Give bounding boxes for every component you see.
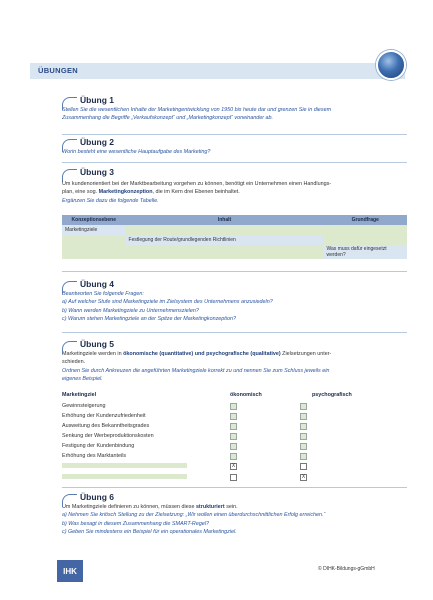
list-item: Ausweitung des Bekanntheitsgrades [62, 423, 150, 429]
copyright-text: © DIHK-Bildungs-gGmbH [318, 566, 375, 572]
checkbox-psychographic[interactable] [300, 453, 307, 460]
exercise-4-title: Übung 4 [62, 278, 407, 290]
checkbox-psychographic-marked[interactable]: X [301, 474, 306, 480]
target-assignment-table: Marketingziel ökonomisch psychografisch Gewinnsteigerung Erhöhung der Kundenzufriedenheit Ausweitung des Bekanntheitsgrades Senkung der Werbeproduktionskosten Festigung der Kundenbindung Erhöhung des Marktanteils X X [62, 392, 352, 480]
exercise-6-text: Um Marketingziele definieren zu können, müssen diese strukturiert sein. a) Nehmen Sie kritisch Stellung zu der Zielsetzung: „Wir wollen einen überdurchschnittlichen Erfolg erreichen.“ b) Was besagt in diesem Zusammenhang die SMART-Regel? c) Geben Sie mindestens ein Beispiel für ein operationales Marketingziel. [62, 504, 326, 536]
checkbox-economic[interactable] [230, 474, 237, 481]
exercise-1-title: Übung 1 [62, 94, 407, 106]
section-title: ÜBUNGEN [38, 66, 79, 75]
checkbox-psychographic[interactable] [300, 413, 307, 420]
checkbox-psychographic[interactable] [300, 403, 307, 410]
exercise-5 [62, 338, 407, 384]
table-row: Was muss dafür eingesetzt werden? [62, 245, 407, 259]
checkbox-economic-marked[interactable]: X [231, 463, 236, 469]
checkbox-economic[interactable] [230, 423, 237, 430]
checkbox-economic[interactable] [230, 443, 237, 450]
exercise-5-text: Marketingziele werden in ökonomische (quantitative) und psychografische (qualitative) Zielsetzungen unter- schieden. Ordnen Sie durch Ankreuzen die angeführten Marketingziele korrekt zu und nennen Sie zum Schluss jeweils ein eigenes Beispiel. [62, 351, 332, 383]
exercise-2-title: Übung 2 [62, 136, 407, 148]
checkbox-economic[interactable] [230, 433, 237, 440]
bracket-icon [62, 341, 77, 354]
list-item: Festigung der Kundenbindung [62, 443, 135, 449]
exercise-5-title: Übung 5 [62, 338, 407, 350]
table-row: Marketingziele [62, 225, 407, 235]
checkbox-economic[interactable] [230, 453, 237, 460]
concept-table [62, 215, 407, 259]
exercise-3 [62, 166, 407, 178]
own-example-field[interactable] [62, 463, 187, 468]
bracket-icon [62, 494, 77, 507]
checkbox-psychographic[interactable] [300, 433, 307, 440]
checkbox-economic[interactable] [230, 403, 237, 410]
exercise-1 [62, 94, 407, 123]
divider [62, 162, 407, 163]
checkbox-psychographic[interactable] [300, 463, 307, 470]
checkbox-psychographic[interactable] [300, 423, 307, 430]
ihk-logo: IHK [57, 560, 83, 582]
exercise-3-text: Um kundenorientiert bei der Marktbearbeitung vorgehen zu können, benötigt ein Unternehmen einen Handlungs- plan, eine sog. Marketingkonzeption, die im Kern drei Ebenen beinhaltet. Ergänzen Sie dazu die folgende Tabelle. [62, 181, 332, 204]
divider [62, 487, 407, 488]
divider [62, 134, 407, 135]
exercise-4 [62, 278, 407, 324]
divider [62, 271, 407, 272]
bracket-icon [62, 139, 77, 152]
exercise-6 [62, 491, 407, 537]
checkbox-psychographic[interactable] [300, 443, 307, 450]
exercise-4-task: Beantworten Sie folgende Fragen: a) Auf welcher Stufe sind Marketingziele im Zielsystem des Unternehmens anzusiedeln? b) Wann werden Marketingziele zu Unternehmenszielen? c) Warum stehen Marketingziele an der Spitze der Marketingkonzeption? [62, 291, 273, 323]
exercise-1-task: Stellen Sie die wesentlichen Inhalte der Marketingentwicklung von 1950 bis heute dar und grenzen Sie in diesem Zusammenhang die Begriffe „Verkaufskonzept“ und „Marketingkonzept“ voneinander ab. [62, 107, 332, 122]
circle-logo-icon [376, 50, 406, 80]
checkbox-economic[interactable] [230, 413, 237, 420]
exercise-2 [62, 136, 407, 156]
list-item: Erhöhung der Kundenzufriedenheit [62, 413, 146, 419]
own-example-field[interactable] [62, 474, 187, 479]
list-item: Senkung der Werbeproduktionskosten [62, 433, 154, 439]
table-row: Festlegung der Route/grundlegenden Richtlinien [62, 235, 407, 245]
exercise-2-task: Worin besteht eine wesentliche Hauptaufgabe des Marketing? [62, 149, 211, 155]
bracket-icon [62, 97, 77, 110]
list-item: Erhöhung des Marktanteils [62, 453, 127, 459]
exercise-6-title: Übung 6 [62, 491, 407, 503]
exercise-3-title: Übung 3 [62, 166, 407, 178]
section-header-bar [30, 63, 405, 79]
list-item: Gewinnsteigerung [62, 403, 106, 409]
bracket-icon [62, 281, 77, 294]
table-header-row: Konzeptionsebene Inhalt Grundfrage [62, 215, 407, 225]
divider [62, 332, 407, 333]
